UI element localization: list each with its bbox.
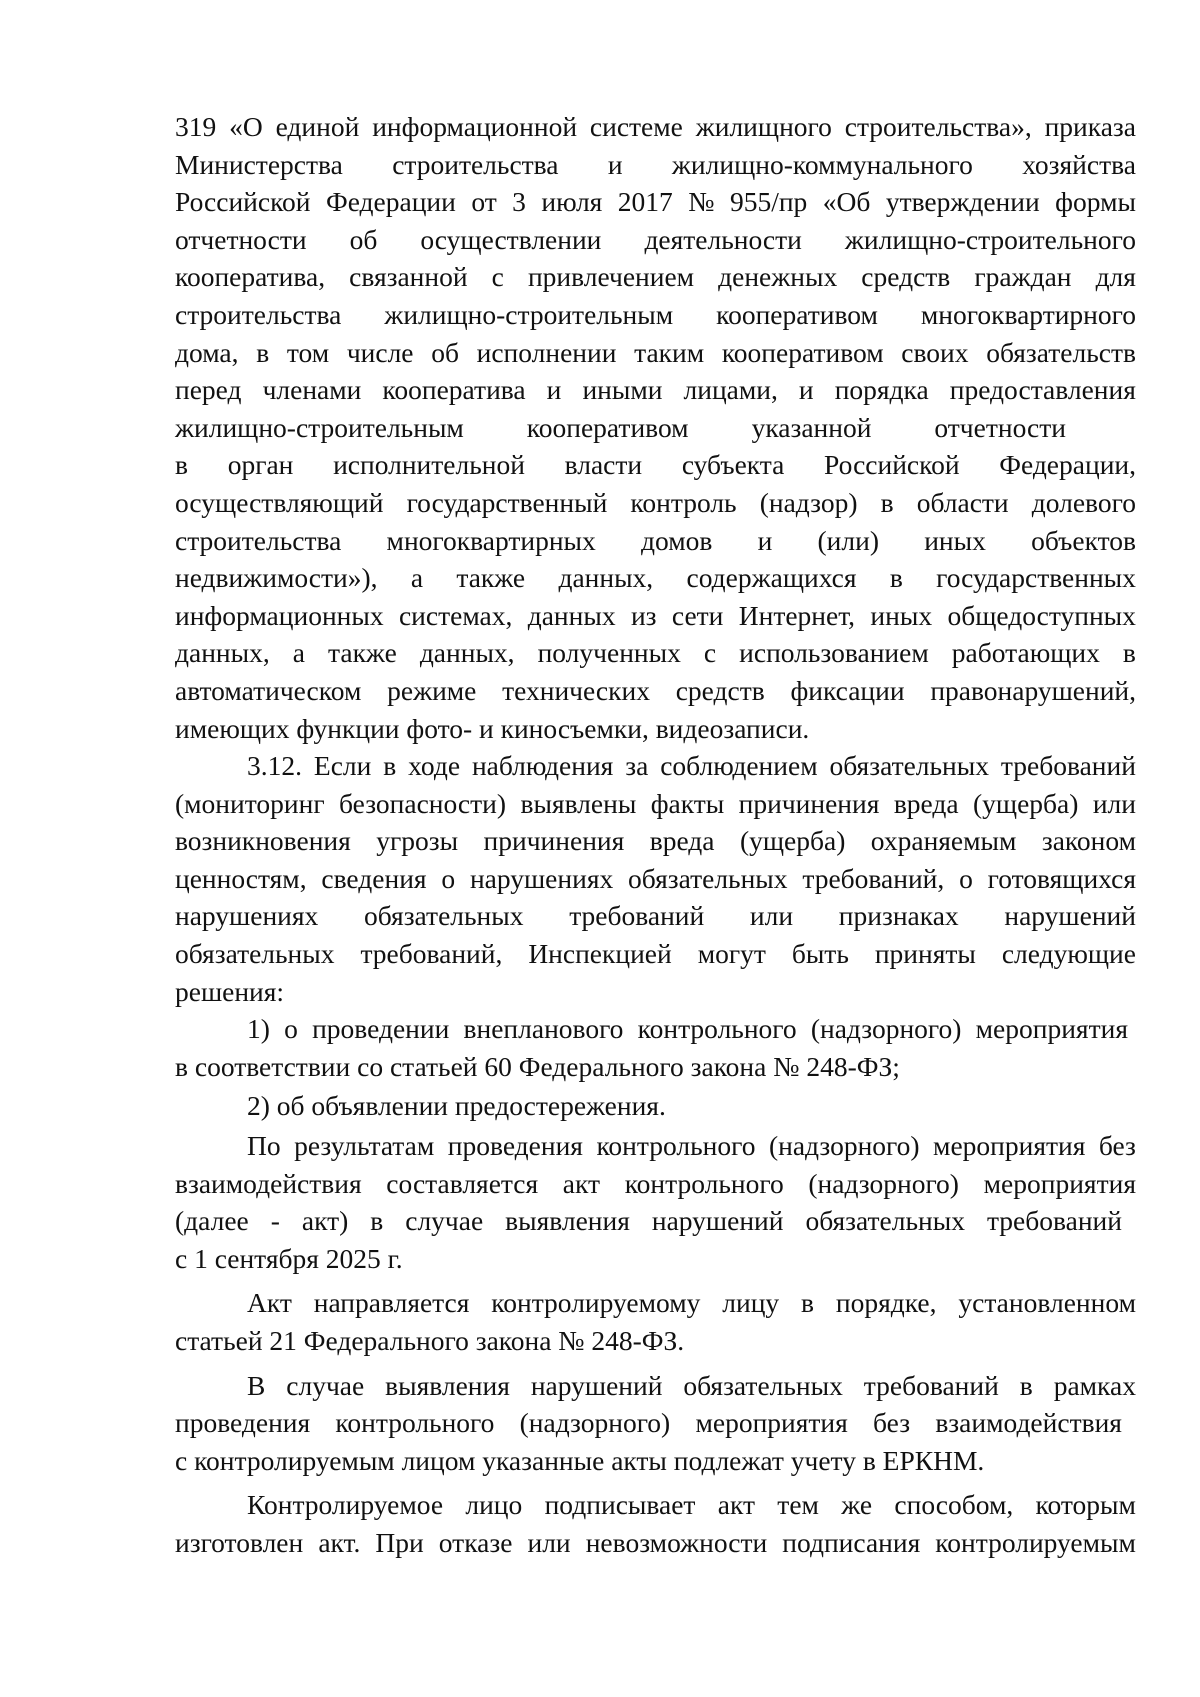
text-line: в орган исполнительной власти субъекта Российской Федерации, [175,449,1136,481]
text-line: (далее - акт) в случае выявления нарушений обязательных требований [175,1205,1122,1237]
text-line: В случае выявления нарушений обязательных требований в рамках [247,1369,1136,1401]
text-line: решения: [175,975,285,1007]
text-line: имеющих функции фото- и киносъемки, видеозаписи. [175,712,810,744]
text-line: нарушениях обязательных требований или признаках нарушений [175,900,1136,932]
text-line: отчетности об осуществлении деятельности жилищно-строительного [175,223,1136,255]
text-line: По результатам проведения контрольного (надзорного) мероприятия без [247,1130,1136,1162]
text-line: 3.12. Если в ходе наблюдения за соблюдением обязательных требований [247,750,1136,782]
text-line: ценностям, сведения о нарушениях обязательных требований, о готовящихся [175,862,1136,894]
text-line: 2) об объявлении предостережения. [247,1090,666,1122]
text-line: изготовлен акт. При отказе или невозможности подписания контролируемым [175,1526,1136,1558]
text-line: проведения контрольного (надзорного) мероприятия без взаимодействия [175,1407,1122,1439]
text-line: 319 «О единой информационной системе жилищного строительства», приказа [175,111,1136,142]
text-line: строительства многоквартирных домов и (или) иных объектов [175,524,1136,556]
text-line: статьей 21 Федерального закона № 248-ФЗ. [175,1325,685,1356]
text-line: автоматическом режиме технических средств фиксации правонарушений, [175,674,1136,706]
text-line: недвижимости»), а также данных, содержащихся в государственных [175,562,1136,594]
text-line: взаимодействия составляется акт контрольного (надзорного) мероприятия [175,1167,1136,1199]
text-line: Контролируемое лицо подписывает акт тем же способом, которым [247,1489,1136,1521]
text-line: жилищно-строительным кооперативом указанной отчетности [175,411,1066,443]
text-line: перед членами кооператива и иными лицами, и порядка предоставления [175,374,1136,406]
text-line: строительства жилищно-строительным кооперативом многоквартирного [175,298,1136,330]
text-line: информационных системах, данных из сети Интернет, иных общедоступных [175,599,1136,631]
text-line: кооператива, связанной с привлечением денежных средств граждан для [175,261,1136,293]
text-line: в соответствии со статьей 60 Федерального закона № 248-ФЗ; [175,1050,900,1082]
text-line: с контролируемым лицом указанные акты подлежат учету в ЕРКНМ. [175,1444,985,1476]
text-line: Акт направляется контролируемому лицу в порядке, установленном [247,1287,1136,1319]
text-line: Министерства строительства и жилищно-коммунального хозяйства [175,148,1136,180]
document-body [175,108,1136,1562]
text-line: данных, а также данных, полученных с использованием работающих в [175,637,1136,669]
text-line: возникновения угрозы причинения вреда (ущерба) охраняемым законом [175,825,1136,857]
text-line: дома, в том числе об исполнении таким кооперативом своих обязательств [175,336,1136,368]
text-line: 1) о проведении внепланового контрольного (надзорного) мероприятия [247,1013,1128,1045]
text-line: осуществляющий государственный контроль (надзор) в области долевого [175,486,1136,518]
text-line: обязательных требований, Инспекцией могут быть приняты следующие [175,938,1136,970]
text-line: с 1 сентября 2025 г. [175,1242,403,1274]
text-line: Российской Федерации от 3 июля 2017 № 955/пр «Об утверждении формы [175,186,1136,218]
text-line: (мониторинг безопасности) выявлены факты причинения вреда (ущерба) или [175,787,1136,819]
